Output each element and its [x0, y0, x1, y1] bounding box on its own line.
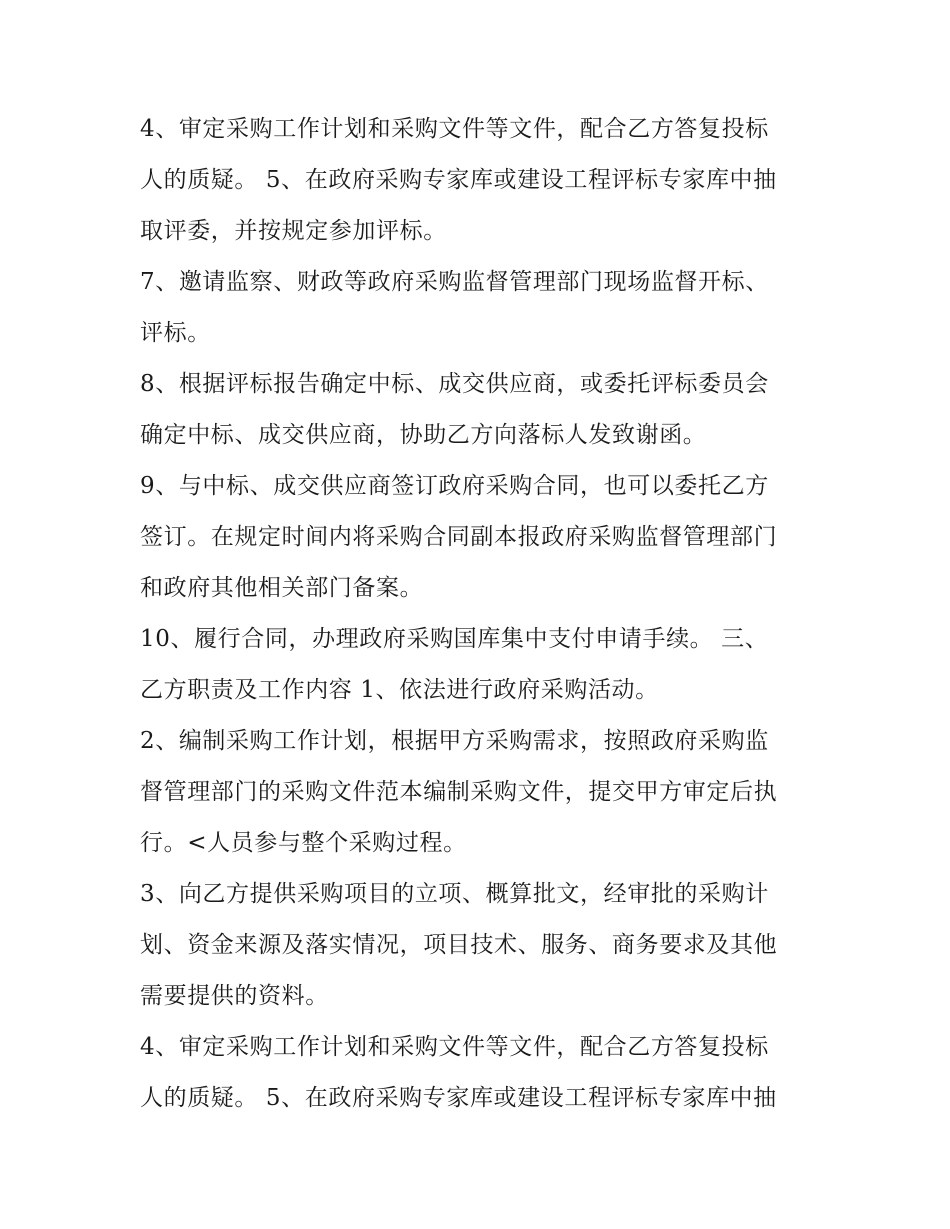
text-line: 评标。 — [140, 320, 211, 346]
text-line: 和政府其他相关部门备案。 — [140, 575, 424, 601]
text-line: 3、向乙方提供采购项目的立项、概算批文，经审批的采购计 — [140, 881, 769, 907]
text-line: 2、编制采购工作计划，根据甲方采购需求，按照政府采购监 — [140, 728, 769, 754]
text-line: 确定中标、成交供应商，协助乙方向落标人发致谢函。 — [140, 422, 707, 448]
text-line: 取评委，并按规定参加评标。 — [140, 218, 447, 244]
text-line: 需要提供的资料。 — [140, 983, 329, 1009]
text-line: 乙方职责及工作内容 1、依法进行政府采购活动。 — [140, 677, 659, 703]
text-line: 行。<人员参与整个采购过程。 — [140, 830, 467, 856]
text-line: 人的质疑。 5、在政府采购专家库或建设工程评标专家库中抽 — [140, 1085, 777, 1111]
text-line: 10、履行合同，办理政府采购国库集中支付申请手续。 三、 — [140, 626, 769, 652]
text-line: 7、邀请监察、财政等政府采购监督管理部门现场监督开标、 — [140, 269, 769, 295]
text-line: 8、根据评标报告确定中标、成交供应商，或委托评标委员会 — [140, 371, 769, 397]
text-line: 划、资金来源及落实情况，项目技术、服务、商务要求及其他 — [140, 932, 778, 958]
text-line: 人的质疑。 5、在政府采购专家库或建设工程评标专家库中抽 — [140, 167, 777, 193]
text-line: 4、审定采购工作计划和采购文件等文件，配合乙方答复投标 — [140, 1034, 769, 1060]
text-line: 9、与中标、成交供应商签订政府采购合同，也可以委托乙方 — [140, 473, 769, 499]
text-line: 4、审定采购工作计划和采购文件等文件，配合乙方答复投标 — [140, 116, 769, 142]
text-line: 督管理部门的采购文件范本编制采购文件，提交甲方审定后执 — [140, 779, 778, 805]
text-line: 签订。在规定时间内将采购合同副本报政府采购监督管理部门 — [140, 524, 778, 550]
